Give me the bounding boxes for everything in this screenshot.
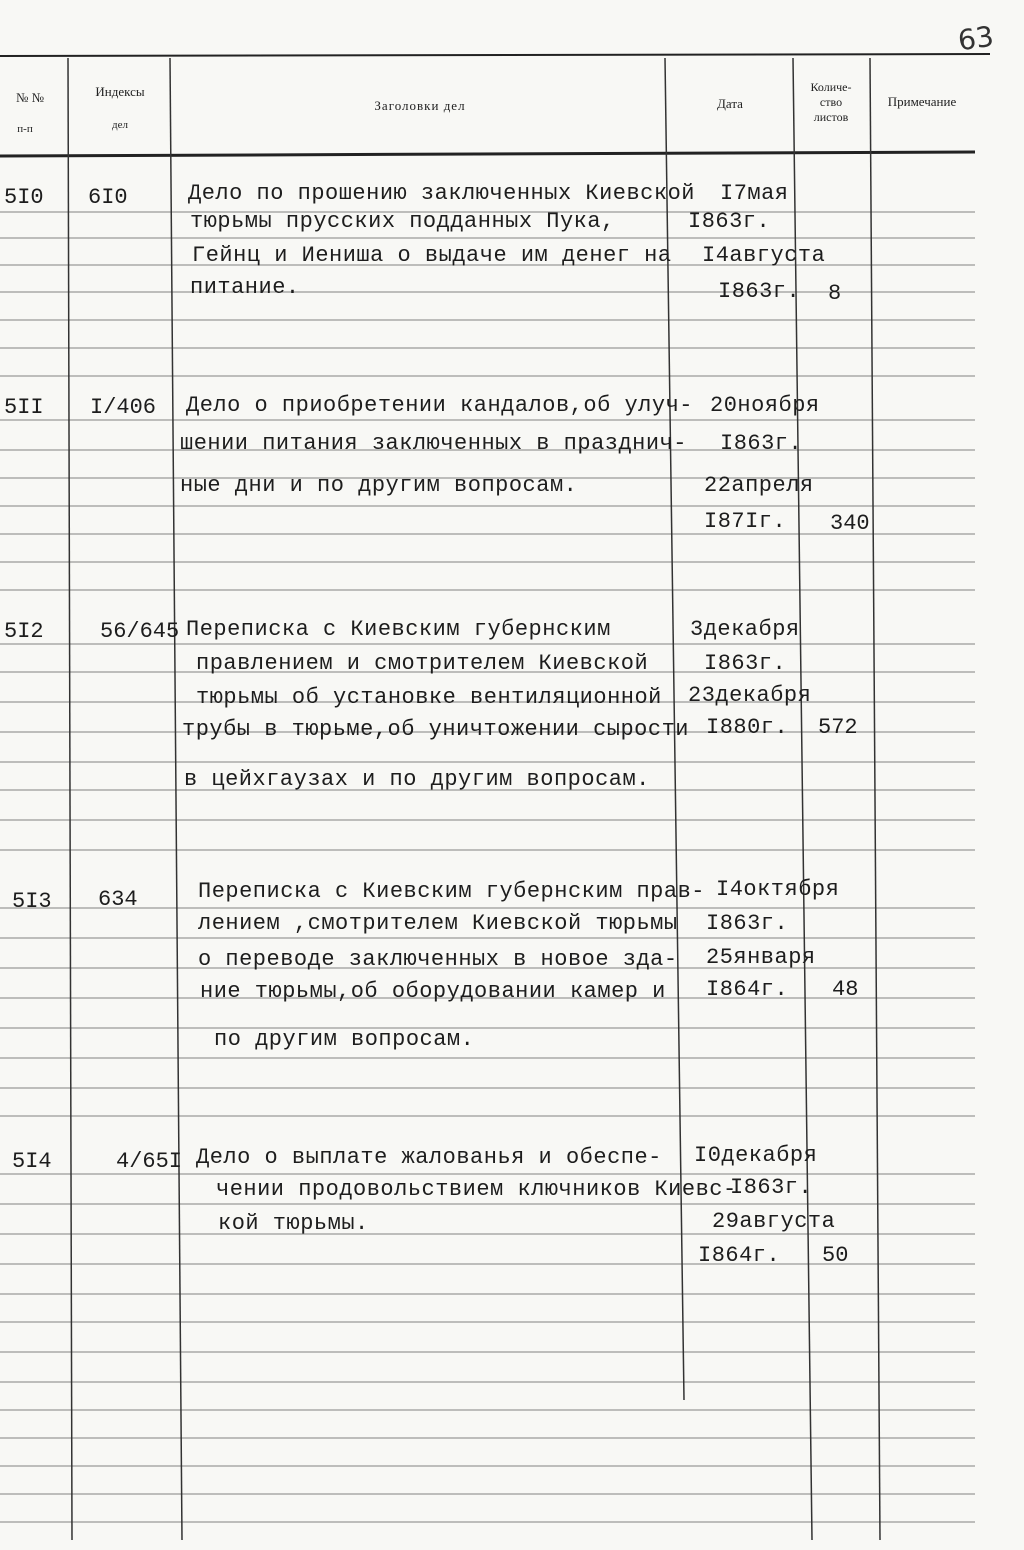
entry-date-line: I7мая <box>720 181 789 206</box>
entry-date-line: 25января <box>706 945 816 970</box>
entry-number: 5II <box>4 395 44 420</box>
entry-sheets: 340 <box>830 511 870 536</box>
entry-number: 5I3 <box>12 889 52 914</box>
header-index-sub: дел <box>112 119 128 131</box>
entry-index: 6I0 <box>88 185 128 210</box>
page-number: 63 <box>955 19 996 58</box>
entry-date-line: I4октября <box>716 877 840 902</box>
entry-title-line: о переводе заключенных в новое зда- <box>198 947 678 972</box>
entry-date-line: 23декабря <box>688 683 812 708</box>
entry-title-line: Гейнц и Иениша о выдаче им денег на <box>192 243 672 268</box>
header-num-sub: п-п <box>17 123 33 135</box>
header-count-l3: листов <box>813 110 849 124</box>
entry-title-line: Переписка с Киевским губернским <box>186 617 611 642</box>
entry-title-line: питание. <box>190 275 300 300</box>
entry-title-line: чении продовольствием ключников Киевс- <box>216 1177 737 1202</box>
entry-title-line: тюрьмы прусских подданных Пука, <box>190 209 615 234</box>
entry-date-line: 3декабря <box>690 617 800 642</box>
entry-index: 634 <box>98 887 138 912</box>
entry-sheets: 8 <box>828 281 842 306</box>
entry-date-line: I863г. <box>706 911 789 936</box>
entry-title-line: шении питания заключенных в празднич- <box>180 431 687 456</box>
header-count-l1: Количе- <box>810 80 852 94</box>
entry-sheets: 572 <box>818 715 858 740</box>
entry-title-line: кой тюрьмы. <box>218 1211 369 1236</box>
entry-date-line: I863г. <box>718 279 801 304</box>
entry-title-line: Дело о выплате жалованья и обеспе- <box>196 1145 662 1170</box>
entry-title-line: Дело о приобретении кандалов,об улуч- <box>186 393 693 418</box>
entry-date-line: 22апреля <box>704 473 814 498</box>
entry-title-line: в цейхгаузах и по другим вопросам. <box>184 767 650 792</box>
entry-title-line: по другим вопросам. <box>214 1027 475 1052</box>
header-note: Примечание <box>887 94 957 109</box>
entry-title-line: Переписка с Киевским губернским прав- <box>198 879 705 904</box>
entry-date-line: I863г. <box>730 1175 813 1200</box>
entry-title-line: трубы в тюрьме,об уничтожении сырости <box>182 717 689 742</box>
entry-date-line: I87Iг. <box>704 509 787 534</box>
entry-index: 56/645 <box>100 619 180 644</box>
entry-title-line: тюрьмы об установке вентиляционной <box>196 685 662 710</box>
entry-date-line: I864г. <box>706 977 789 1002</box>
entry-title-line: Дело по прошению заключенных Киевской <box>188 181 695 206</box>
entry-index: I/406 <box>90 395 157 420</box>
header-title: Заголовки дел <box>374 98 466 113</box>
entry-sheets: 48 <box>832 977 859 1002</box>
entry-title-line: ные дни и по другим вопросам. <box>180 473 578 498</box>
entry-date-line: I4августа <box>702 243 826 268</box>
header-date: Дата <box>717 96 743 111</box>
entry-index: 4/65I <box>116 1149 183 1174</box>
entry-date-line: I0декабря <box>694 1143 818 1168</box>
entry-date-line: I863г. <box>688 209 771 234</box>
header-count-l2: ство <box>819 95 843 109</box>
entry-title-line: правлением и смотрителем Киевской <box>196 651 649 676</box>
top-rule <box>0 54 990 56</box>
entry-title-line: ние тюрьмы,об оборудовании камер и <box>200 979 666 1004</box>
entry-date-line: I863г. <box>720 431 803 456</box>
header-rule <box>0 152 975 156</box>
entry-title-line: лением ,смотрителем Киевской тюрьмы <box>198 911 678 936</box>
entry-number: 5I4 <box>12 1149 52 1174</box>
entry-number: 5I0 <box>4 185 44 210</box>
entry-sheets: 50 <box>822 1243 849 1268</box>
header-num: № № <box>15 90 45 105</box>
header-index: Индексы <box>95 84 145 99</box>
entry-date-line: 29августа <box>712 1209 836 1234</box>
entry-date-line: 20ноября <box>710 393 820 418</box>
entry-date-line: I880г. <box>706 715 789 740</box>
entry-date-line: I863г. <box>704 651 787 676</box>
entry-number: 5I2 <box>4 619 44 644</box>
entry-date-line: I864г. <box>698 1243 781 1268</box>
